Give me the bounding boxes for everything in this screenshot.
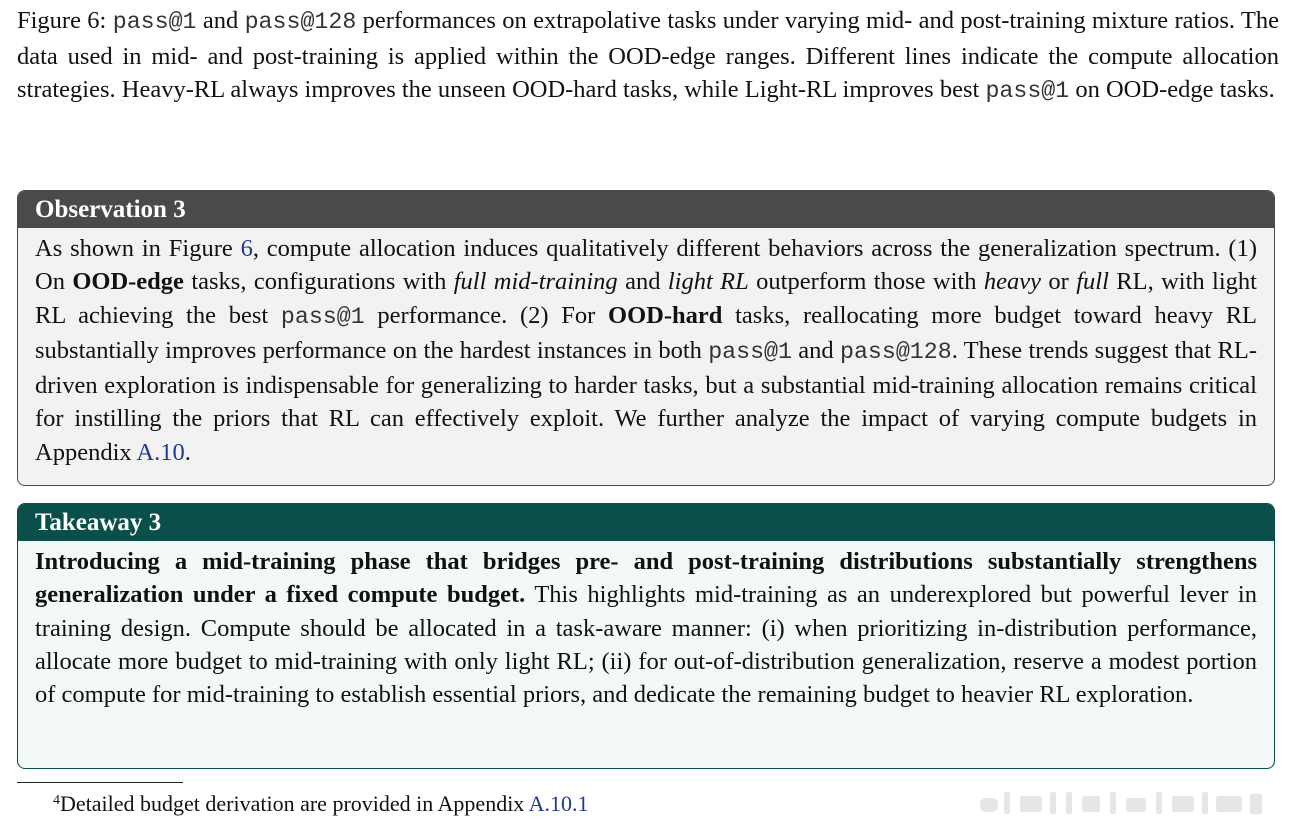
- caption-text-2: performances on extrapolative tasks under varying mid- and post-training mixture ratios. The data used in mid- and post-training is applied within the OOD-edge ranges. Different lines indicate the compute allocation strategies. Heavy-RL always improves the unseen OOD-hard tasks, while Light-RL improves best: [17, 7, 1280, 103]
- observation-text: outperform those with: [748, 268, 984, 296]
- observation-body: [18, 228, 1274, 469]
- figure-link[interactable]: 6: [240, 235, 253, 262]
- observation-bold-ood-edge: OOD-edge: [72, 268, 184, 296]
- appendix-link[interactable]: A.10: [136, 438, 185, 466]
- observation-text: .: [184, 438, 191, 466]
- observation-italic: light RL: [667, 268, 749, 296]
- observation-italic: full mid-training: [453, 268, 618, 296]
- footnote-appendix-link[interactable]: A.10.1: [528, 791, 589, 816]
- footnote-rule: [17, 782, 183, 783]
- takeaway-bold-statement: Introducing a mid-training phase that bridges pre- and post-training distributions substantially strengthens generalization under a fixed compute budget.: [35, 548, 1257, 609]
- observation-metric: pass@1: [708, 338, 792, 365]
- observation-italic: full: [1076, 268, 1109, 296]
- caption-metric-pass1: pass@1: [112, 9, 197, 35]
- observation-text: or: [1040, 268, 1077, 296]
- observation-text: performance. (2) For: [364, 301, 609, 329]
- observation-text: . These trends suggest that RL-driven exploration is indispensable for generalizing to harder tasks, but a substantial mid-training allocation remains critical for instilling the priors that RL can effectively exploit. We further analyze the impact of varying compute budgets in Appendix: [35, 336, 1257, 466]
- takeaway-box: [17, 503, 1275, 769]
- caption-label: Figure 6:: [17, 7, 107, 34]
- observation-text: RL, with light RL achieving the best: [35, 268, 1257, 329]
- watermark-logo: [980, 788, 1280, 818]
- takeaway-body: [18, 541, 1274, 711]
- observation-title: Observation 3: [18, 191, 1274, 228]
- caption-metric-pass1-b: pass@1: [985, 78, 1070, 104]
- caption-text-1: and: [196, 7, 245, 34]
- observation-text: and: [617, 268, 668, 296]
- observation-text: and: [791, 336, 840, 364]
- footnote-text: Detailed budget derivation are provided in Appendix: [60, 791, 529, 816]
- observation-bold-ood-hard: OOD-hard: [608, 301, 723, 329]
- takeaway-title: Takeaway 3: [18, 504, 1274, 541]
- observation-italic: heavy: [983, 268, 1041, 296]
- observation-text: , compute allocation induces qualitatively different behaviors across the generalization spectrum. (1) On: [35, 235, 1257, 296]
- observation-text: tasks, configurations with: [183, 268, 454, 296]
- observation-metric: pass@1: [280, 303, 365, 330]
- footnote: [53, 789, 589, 819]
- observation-box: [17, 190, 1275, 486]
- caption-text-3: on OOD-edge tasks.: [1069, 76, 1275, 103]
- takeaway-text: This highlights mid-training as an underexplored but powerful lever in training design. Compute should be allocated in a task-aware manner: (i) when prioritizing in-distribution performance, allocate more budget to mid-training with only light RL; (ii) for out-of-distribution generalization, reserve a modest portion of compute for mid-training to establish essential priors, and dedicate the remaining budget to heavier RL exploration.: [35, 581, 1257, 709]
- observation-text: As shown in Figure: [35, 235, 241, 262]
- observation-text: tasks, reallocating more budget toward heavy RL substantially improves performance on the hardest instances in both: [35, 301, 1258, 364]
- figure-caption: [17, 4, 1279, 109]
- caption-metric-pass128: pass@128: [244, 9, 357, 35]
- observation-metric: pass@128: [839, 338, 952, 365]
- footnote-mark: 4: [53, 793, 60, 808]
